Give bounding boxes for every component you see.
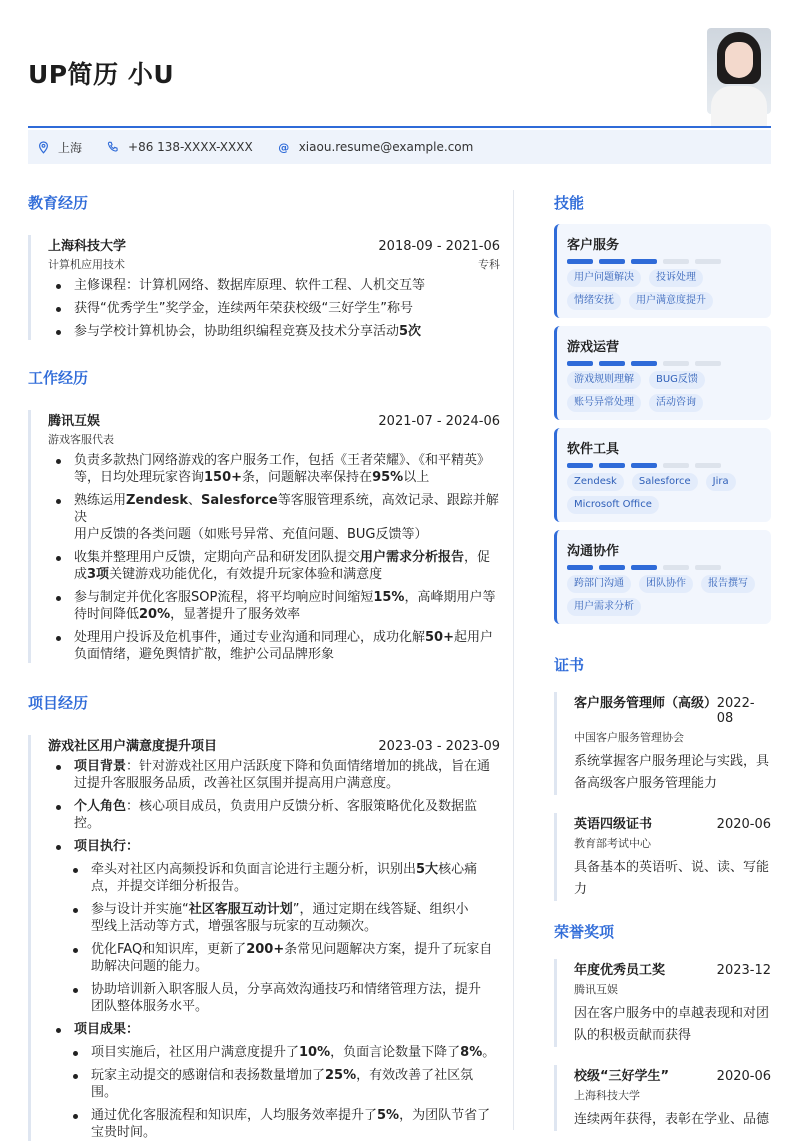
list-item: 通过优化客服流程和知识库，人均服务效率提升了5%，为团队节省了 宝贵时间。 [48,1107,500,1141]
entry-title: 客户服务管理师（高级） [574,696,718,711]
skill-tag: Jira [706,473,736,491]
entry-org: 中国客户服务管理协会 [574,731,684,744]
project-title: 项目经历 [28,694,89,712]
skill-level-segment [567,463,593,468]
entry-date: 2020-06 [716,1069,771,1084]
list-item: 收集并整理用户反馈，定期向产品和研发团队提交用户需求分析报告，促 成3项关键游戏功能优化，有效提升玩家体验和满意度 [48,549,500,583]
entry-org: 上海科技大学 [574,1089,640,1102]
skill-level-segment [567,361,593,366]
entry-description: 具备基本的英语听、说、读、写能 力 [574,860,770,897]
entry-title: 校级“三好学生” [574,1069,670,1084]
skill-tag: Salesforce [632,473,698,491]
skills-list [554,224,771,624]
entry-org: 教育部考试中心 [574,837,651,850]
skill-card [554,224,771,318]
skill-tag: 跨部门沟通 [567,575,631,593]
skill-level-segment [695,361,721,366]
skill-level-segment [663,463,689,468]
certs-list [554,692,771,901]
location-text: 上海 [58,140,83,155]
skill-level-segment [599,361,625,366]
skill-level-bar [567,463,761,468]
skills-title: 技能 [554,194,585,212]
list-item: 优化FAQ和知识库，更新了200+条常见问题解决方案，提升了玩家自 助解决问题的能力。 [48,941,500,975]
job-role: 游戏客服代表 [48,433,114,446]
list-item: 项目执行： [48,838,500,855]
skill-tag: 账号异常处理 [567,394,641,412]
entry-date: 2022-08 [716,696,755,726]
entry-description: 因在客户服务中的卓越表现和对团 队的积极贡献而获得 [574,1006,770,1043]
skill-tags [567,371,761,412]
skill-level-segment [663,361,689,366]
skill-level-segment [599,259,625,264]
skill-level-segment [663,565,689,570]
skill-tag: 团队协作 [639,575,693,593]
email-text: xiaou.resume@example.com [298,140,474,154]
skill-tags [567,575,761,616]
skill-level-segment [663,259,689,264]
list-item: 负责多款热门网络游戏的客户服务工作，包括《王者荣耀》、《和平精英》 等，日均处理玩家咨询150+条，问题解决率保持在95%以上 [48,452,500,486]
skill-name: 游戏运营 [567,340,620,355]
contact-bar [28,130,771,164]
education-title: 教育经历 [28,194,89,212]
skill-card [554,326,771,420]
entry-description: 系统掌握客户服务理论与实践，具 备高级客户服务管理能力 [574,754,770,791]
phone-icon [106,140,120,154]
resume-header [28,0,771,128]
work-date: 2021-07 - 2024-06 [378,414,500,429]
skill-level-bar [567,361,761,366]
skill-tag: 用户满意度提升 [629,292,713,310]
list-item: 牵头对社区内高频投诉和负面言论进行主题分析，识别出5大核心痛 点，并提交详细分析报告。 [48,861,500,895]
list-item: 参与设计并实施“社区客服互动计划”，通过定期在线答疑、组织小 型线上活动等方式，增强客服与玩家的互动频次。 [48,901,500,935]
profile-photo [707,28,771,114]
entry-title: 英语四级证书 [574,817,653,832]
skill-level-segment [567,565,593,570]
left-column [28,190,500,1141]
work-title: 工作经历 [28,369,89,387]
school-name: 上海科技大学 [48,239,127,254]
skill-tag: 活动咨询 [649,394,703,412]
list-item: 项目成果： [48,1021,500,1038]
resume-name: UP简历 小U [28,60,175,89]
skill-level-segment [631,565,657,570]
entry-date: 2020-06 [716,817,771,832]
list-item: 项目背景：针对游戏社区用户活跃度下降和负面情绪增加的挑战，旨在通 过提升客服服务品质，改善社区氛围并提高用户满意度。 [48,758,500,792]
list-item: 参与学校计算机协会，协助组织编程竞赛及技术分享活动5次 [48,323,500,340]
skill-name: 客户服务 [567,238,620,253]
list-item: 个人角色：核心项目成员，负责用户反馈分析、客服策略优化及数据监 控。 [48,798,500,832]
skill-tag: 游戏规则理解 [567,371,641,389]
major: 计算机应用技术 [48,258,125,271]
list-item: 项目实施后，社区用户满意度提升了10%，负面言论数量下降了8%。 [48,1044,500,1061]
skill-level-bar [567,565,761,570]
skill-level-segment [599,565,625,570]
degree: 专科 [478,258,500,271]
cert-entry [554,813,771,901]
skill-name: 沟通协作 [567,544,620,559]
skill-card [554,428,771,522]
skill-level-segment [695,259,721,264]
contact-location [36,139,82,156]
column-divider [513,190,514,1130]
skill-tags [567,269,761,310]
skill-level-segment [695,463,721,468]
skill-name: 软件工具 [567,442,620,457]
list-item: 协助培训新入职客服人员，分享高效沟通技巧和情绪管理方法，提升 团队整体服务水平。 [48,981,500,1015]
skill-card [554,530,771,624]
cert-entry [554,692,771,795]
honors-list [554,959,771,1131]
list-item: 主修课程：计算机网络、数据库原理、软件工程、人机交互等 [48,277,500,294]
honor-entry [554,959,771,1047]
phone-text: +86 138-XXXX-XXXX [128,140,253,154]
list-item: 参与制定并优化客服SOP流程，将平均响应时间缩短15%，高峰期用户等 待时间降低20%，显著提升了服务效率 [48,589,500,623]
skill-tag: 用户需求分析 [567,598,641,616]
entry-org: 腾讯互娱 [574,983,618,996]
honor-entry [554,1065,771,1131]
list-item: 处理用户投诉及危机事件，通过专业沟通和同理心，成功化解50+起用户 负面情绪，避免舆情扩散，维护公司品牌形象 [48,629,500,663]
skill-level-segment [631,463,657,468]
list-item: 获得“优秀学生”奖学金，连续两年荣获校级“三好学生”称号 [48,300,500,317]
skill-tags [567,473,761,514]
list-item: 玩家主动提交的感谢信和表扬数量增加了25%，有效改善了社区氛 围。 [48,1067,500,1101]
skill-tag: 投诉处理 [649,269,703,287]
honors-title: 荣誉奖项 [554,923,615,941]
education-entry [28,235,500,340]
skill-level-segment [695,565,721,570]
location-pin-icon [36,140,50,154]
skill-level-segment [567,259,593,264]
email-at-icon: @ [278,140,290,154]
entry-date: 2023-12 [716,963,771,978]
entry-title: 年度优秀员工奖 [574,963,666,978]
entry-description: 连续两年获得，表彰在学业、品德 [574,1112,770,1127]
skill-level-bar [567,259,761,264]
right-column [554,190,771,1131]
skill-level-segment [631,259,657,264]
skill-tag: 情绪安抚 [567,292,621,310]
contact-email[interactable] [277,140,474,154]
work-entry [28,410,500,663]
skill-tag: Zendesk [567,473,624,491]
company-name: 腾讯互娱 [48,414,101,429]
skill-level-segment [599,463,625,468]
project-entry [28,735,500,1141]
skill-tag: 用户问题解决 [567,269,641,287]
project-date: 2023-03 - 2023-09 [378,739,500,754]
skill-tag: Microsoft Office [567,496,659,514]
certs-title: 证书 [554,656,585,674]
skill-tag: 报告撰写 [701,575,755,593]
project-name: 游戏社区用户满意度提升项目 [48,739,218,754]
education-date: 2018-09 - 2021-06 [378,239,500,254]
skill-level-segment [631,361,657,366]
contact-phone[interactable] [106,140,253,154]
skill-tag: BUG反馈 [649,371,705,389]
list-item: 熟练运用Zendesk、Salesforce等客服管理系统，高效记录、跟踪并解决 用户反馈的各类问题（如账号异常、充值问题、BUG反馈等） [48,492,500,543]
